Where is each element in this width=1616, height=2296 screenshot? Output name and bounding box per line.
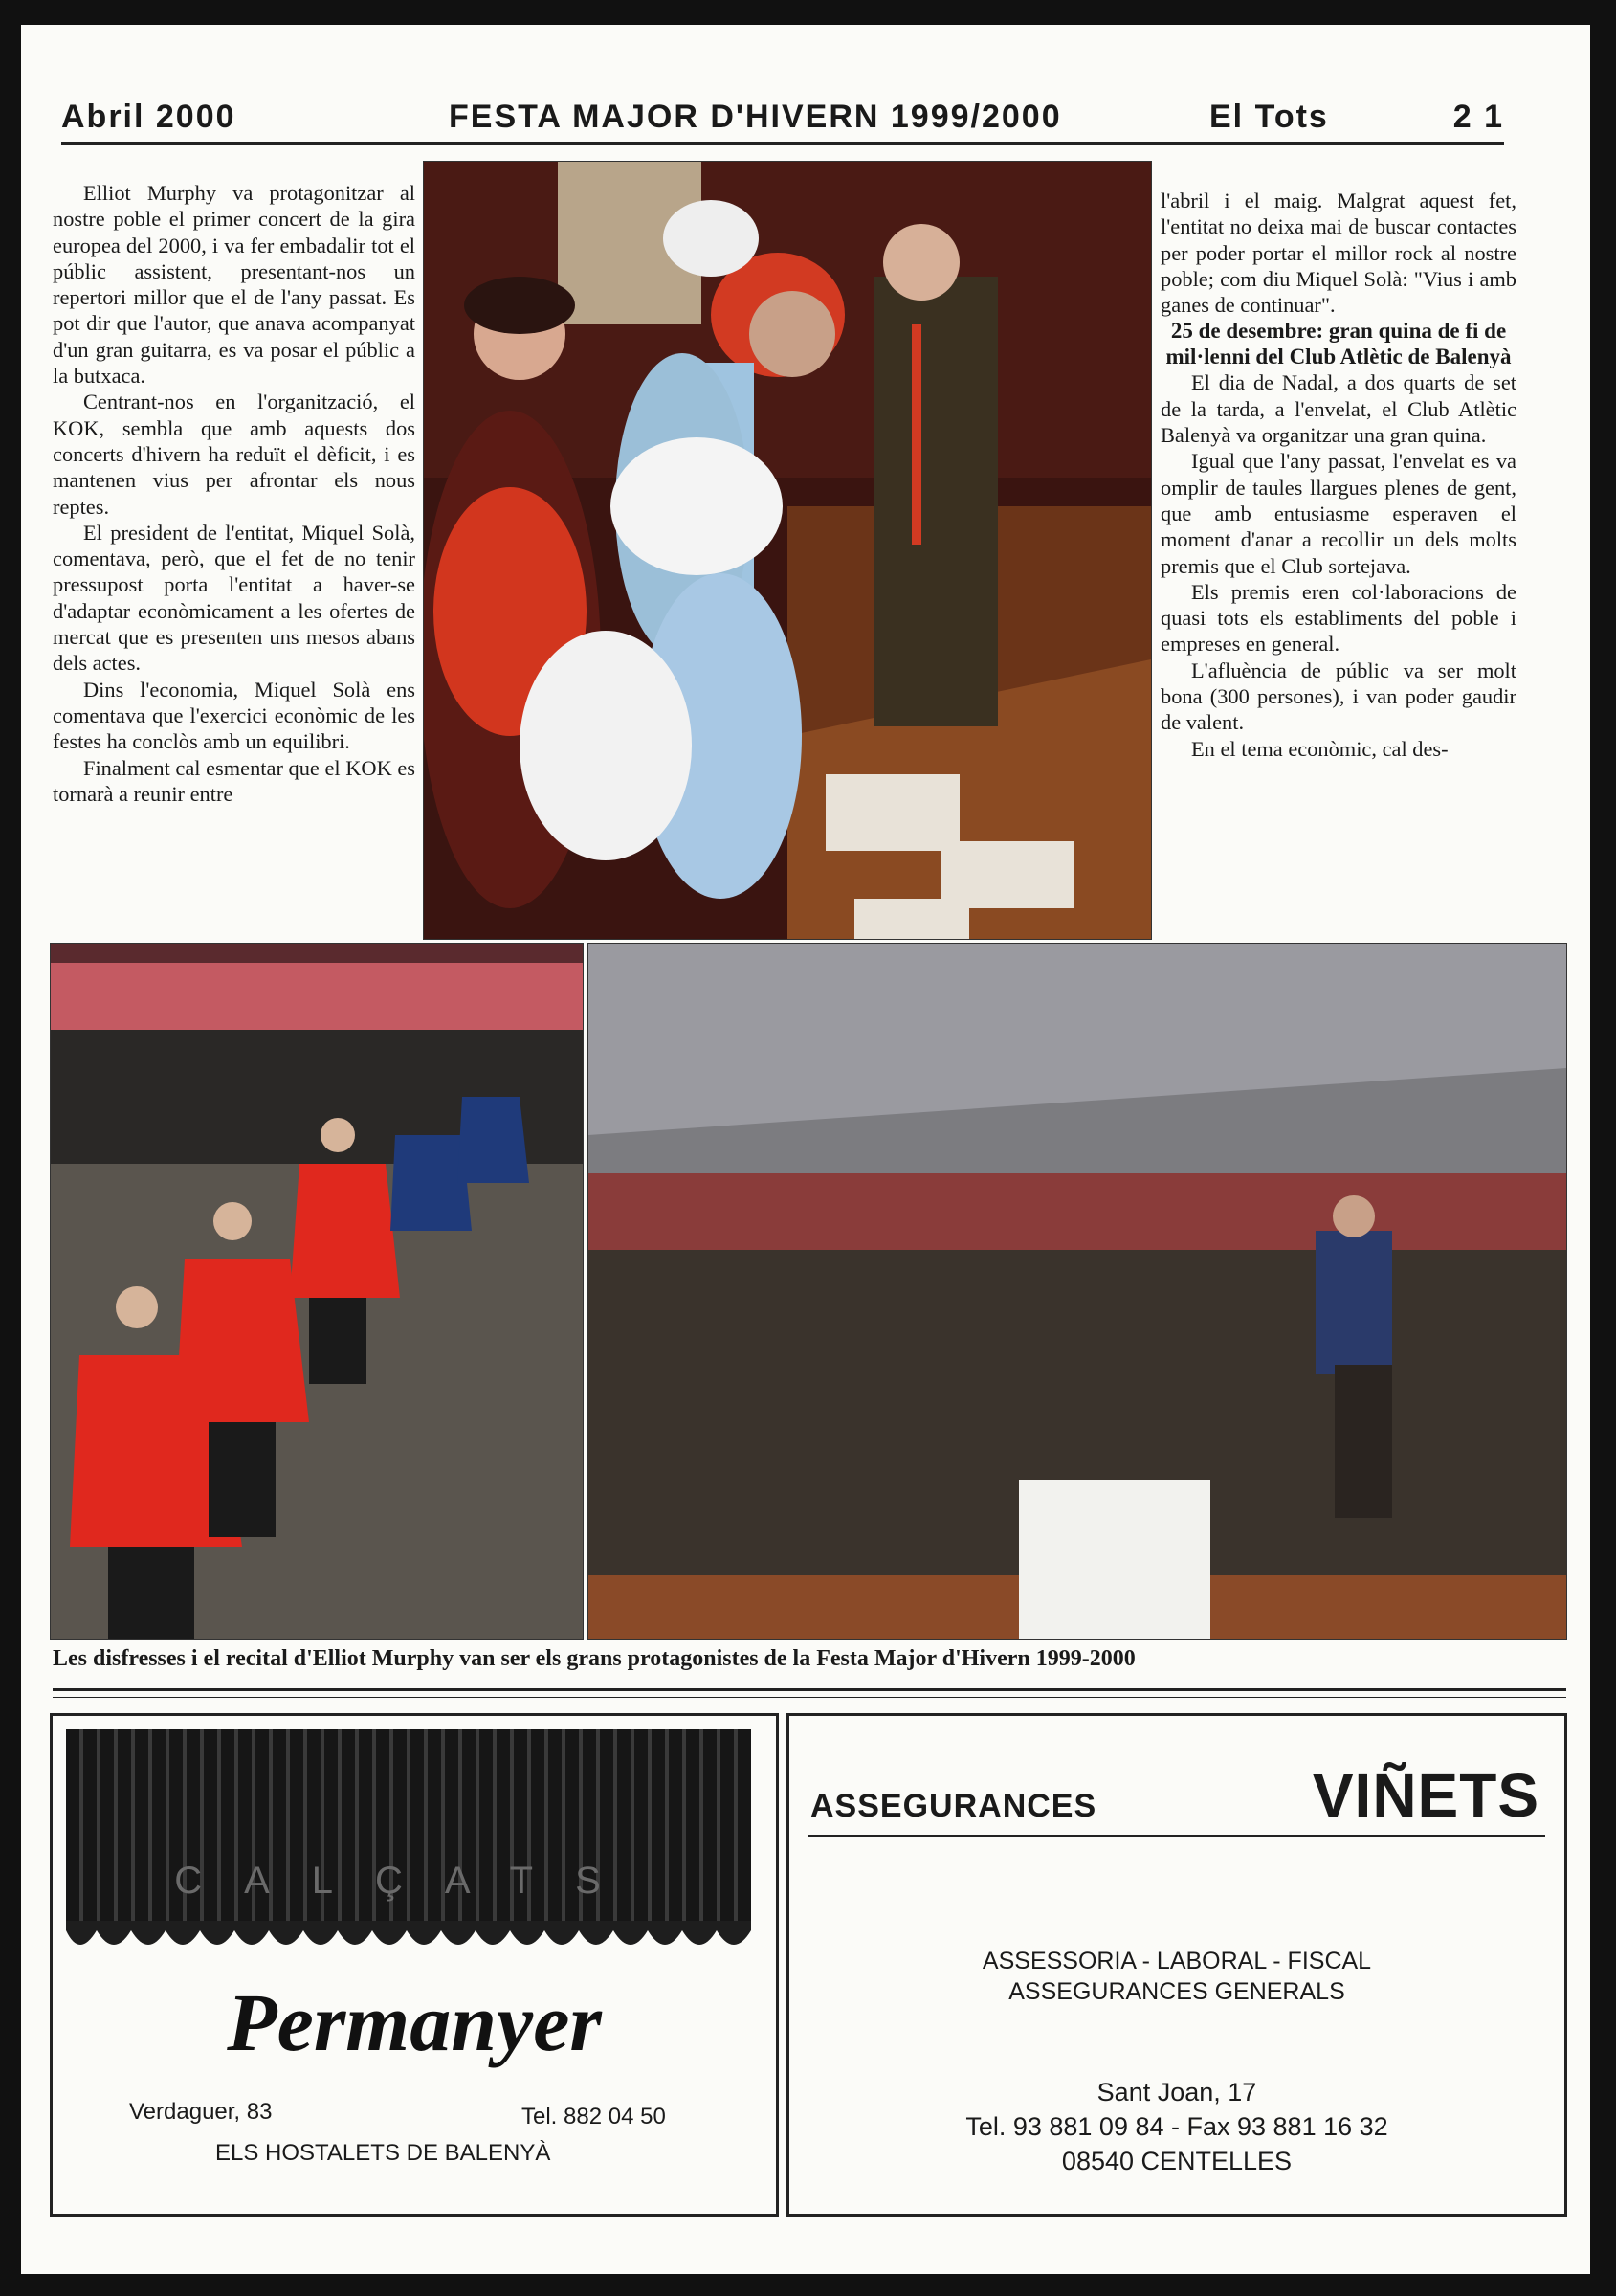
shop-kind: CALÇATS [174,1860,643,1902]
paragraph: Centrant-nos en l'organització, el KOK, sembla que amb aquests dos concerts d'hivern ha reduït el dèficit, i es mantenen vius per afrontar els nous reptes. [53,390,415,519]
insurance-title-b: VIÑETS [1312,1761,1539,1830]
paragraph: L'afluència de públic va ser molt bona (300 persones), i van poder gaudir de valent. [1161,658,1516,735]
insurance-town: 08540 CENTELLES [1061,2147,1293,2175]
insurance-address: Sant Joan, 17 [1096,2078,1257,2107]
article-column-left [53,180,415,807]
paragraph: En el tema econòmic, cal des- [1191,736,1449,761]
issue-date: Abril 2000 [61,99,236,135]
article-subheading: 25 de desembre: gran quina de fi de mil·lenni del Club Atlètic de Balenyà [1165,319,1512,369]
shop-town: ELS HOSTALETS DE BALENYÀ [215,2140,551,2166]
paragraph: Elliot Murphy va protagonitzar al nostre poble el primer concert de la gira europea del 2000, i va fer embadalir tot el públic assistent, presentant-nos un repertori millor que el de l'any passat. Es pot dir que l'autor, que anava acompanyat d'un gran guitarra, es va posar el públic a la butxaca. [53,181,415,389]
shop-logo-name: Permanyer [227,1976,602,2068]
section-title: FESTA MAJOR D'HIVERN 1999/2000 [449,99,1062,135]
page-number: 2 1 [1452,99,1504,135]
article-column-right [1161,188,1516,762]
ad-assegurances-vinets [786,1713,1567,2217]
paragraph: El president de l'entitat, Miquel Solà, comentava, però, que el fet de no tenir pressupost porta l'entitat a haver-se d'adaptar econòmicament a les ofertes de mercat que es presenten uns mesos abans dels actes. [53,520,415,676]
shop-address: Verdaguer, 83 [129,2099,273,2125]
insurance-services-1: ASSESSORIA - LABORAL - FISCAL [982,1948,1372,1974]
photo-caption: Les disfresses i el recital d'Elliot Murphy van ser els grans protagonistes de la Festa Major d'Hivern 1999-2000 [53,1646,1136,1671]
paragraph: El dia de Nadal, a dos quarts de set de la tarda, a l'envelat, el Club Atlètic Balenyà va organitzar una gran quina. [1161,370,1516,448]
paragraph: Igual que l'any passat, l'envelat es va omplir de taules llargues plenes de gent, que amb entusiasme esperaven el moment d'anar a recollir un dels molts premis que el Club sortejava. [1161,449,1516,578]
ad-calcats-permanyer [50,1713,779,2217]
photo-devils-costumes [423,161,1152,940]
photo-musketeer-dancers [50,943,584,1640]
insurance-title [808,1761,1545,1837]
paragraph: l'abril i el maig. Malgrat aquest fet, l'entitat no deixa mai de buscar contactes per poder portar el millor rock al nostre poble; com diu Miquel Solà: "Vius i amb ganes de continuar". [1161,189,1516,318]
photo-elliot-murphy-concert [587,943,1567,1640]
paragraph: Dins l'economia, Miquel Solà ens comentava que l'exercici econòmic de les festes ha conclòs amb un equilibri. [53,677,415,754]
insurance-services-2: ASSEGURANCES GENERALS [1008,1978,1345,2005]
shop-phone: Tel. 882 04 50 [521,2104,666,2129]
paragraph: Els premis eren col·laboracions de quasi tots els establiments del poble i empreses en general. [1161,579,1516,657]
magazine-name: El Tots [1209,99,1329,135]
page-header [61,84,1504,145]
awning-scallop [66,1921,751,1959]
insurance-title-a: ASSEGURANCES [810,1788,1097,1824]
insurance-contact: Tel. 93 881 09 84 - Fax 93 881 16 32 [965,2112,1388,2141]
paragraph: Finalment cal esmentar que el KOK es tornarà a reunir entre [53,755,415,806]
divider-rule [53,1688,1566,1698]
